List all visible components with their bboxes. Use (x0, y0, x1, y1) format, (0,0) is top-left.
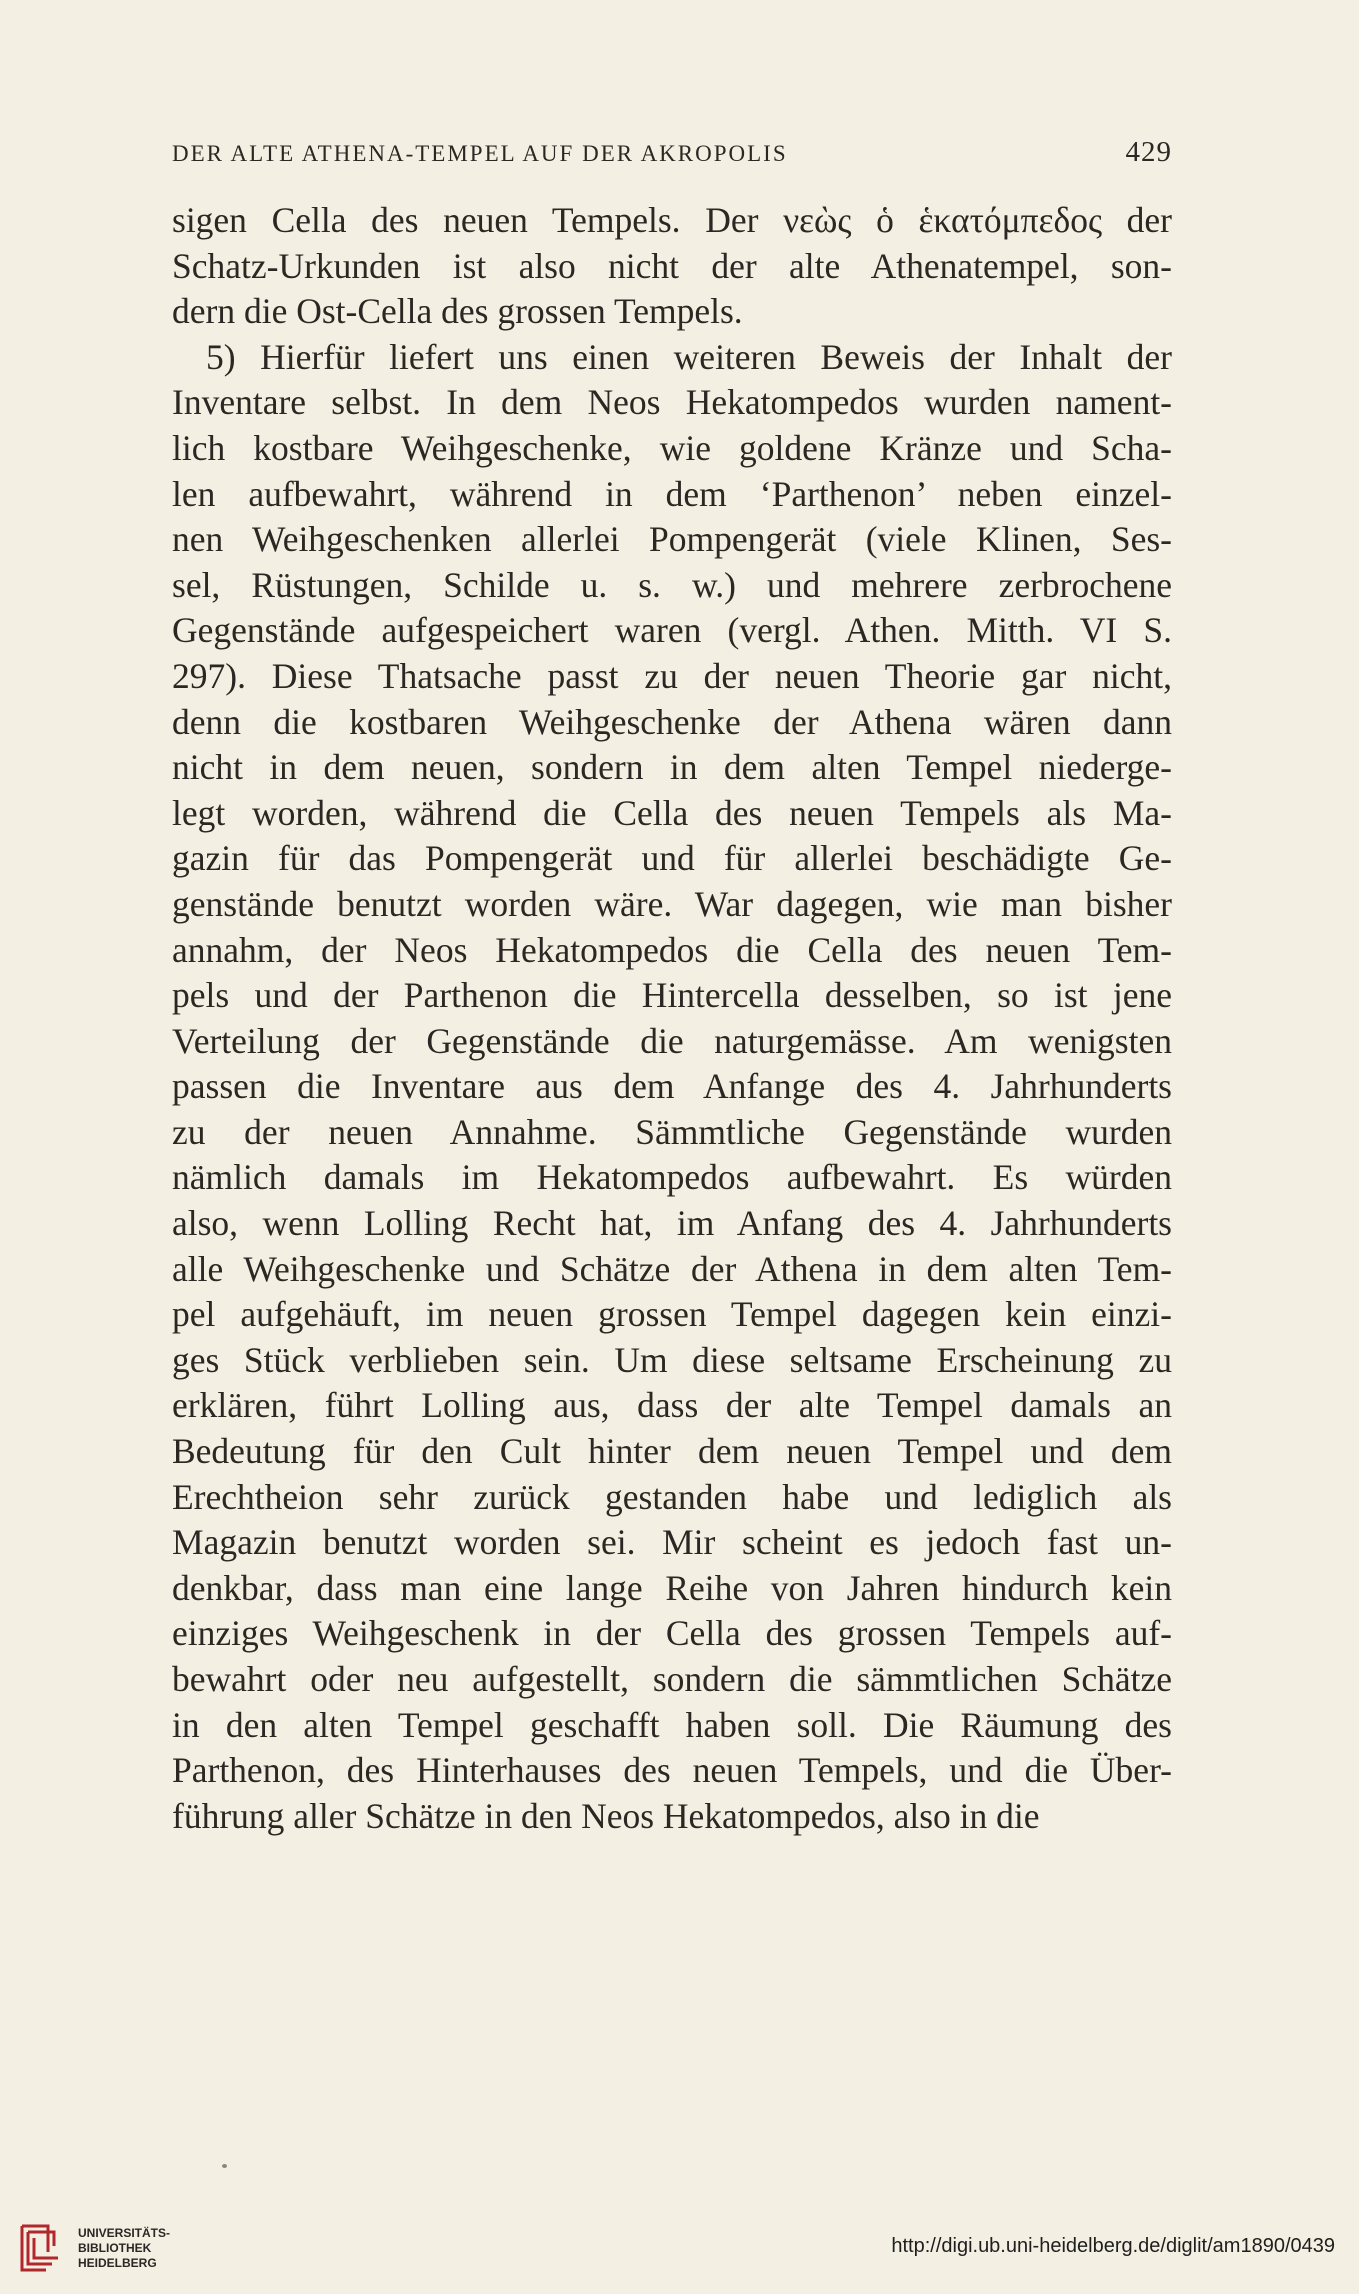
body-text (172, 198, 1172, 1839)
text-line: legt worden, während die Cella des neuen Tempels als Ma- (172, 792, 1172, 833)
text-line: also, wenn Lolling Recht hat, im Anfang des 4. Jahrhunderts (172, 1203, 1172, 1244)
text-line: Schatz-Urkunden ist also nicht der alte Athenatempel, son- (172, 245, 1172, 286)
text-line: pels und der Parthenon die Hintercella desselben, so ist jene (172, 975, 1172, 1016)
text-line: nämlich damals im Hekatompedos aufbewahrt. Es würden (172, 1157, 1172, 1198)
text-line: alle Weihgeschenke und Schätze der Athena in dem alten Tem- (172, 1248, 1172, 1289)
text-line: Inventare selbst. In dem Neos Hekatompedos wurden nament- (172, 382, 1172, 423)
text-line: Bedeutung für den Cult hinter dem neuen Tempel und dem (172, 1431, 1172, 1472)
text-line: denkbar, dass man eine lange Reihe von Jahren hindurch kein (172, 1567, 1172, 1608)
university-library-logo-icon (12, 2216, 70, 2280)
text-line: passen die Inventare aus dem Anfange des 4. Jahrhunderts (172, 1066, 1172, 1107)
paper-speck (222, 2164, 227, 2168)
text-line: nicht in dem neuen, sondern in dem alten Tempel niederge- (172, 747, 1172, 788)
text-line: in den alten Tempel geschafft haben soll. Die Räumung des (172, 1704, 1172, 1745)
source-url[interactable]: http://digi.ub.uni-heidelberg.de/diglit/am1890/0439 (891, 2235, 1335, 2257)
text-line: 5) Hierfür liefert uns einen weiteren Beweis der Inhalt der (206, 336, 1172, 377)
text-line: len aufbewahrt, während in dem ‘Parthenon’ neben einzel- (172, 473, 1172, 514)
library-name-line-2: BIBLIOTHEK (78, 2240, 152, 2255)
text-line: lich kostbare Weihgeschenke, wie goldene Kränze und Scha- (172, 427, 1172, 468)
text-line: nen Weihgeschenken allerlei Pompengerät (viele Klinen, Ses- (172, 519, 1172, 560)
text-line: Verteilung der Gegenstände die naturgemässe. Am wenigsten (172, 1020, 1172, 1061)
text-line: denn die kostbaren Weihgeschenke der Athena wären dann (172, 701, 1172, 742)
library-logo (12, 2213, 182, 2283)
text-line: bewahrt oder neu aufgestellt, sondern die sämmtlichen Schätze (172, 1659, 1172, 1699)
text-line: führung aller Schätze in den Neos Hekatompedos, also in die (172, 1795, 1040, 1836)
text-line: genstände benutzt worden wäre. War dagegen, wie man bisher (172, 883, 1172, 924)
text-line: Gegenstände aufgespeichert waren (vergl. Athen. Mitth. VI S. (172, 610, 1172, 651)
text-line: dern die Ost-Cella des grossen Tempels. (172, 291, 743, 332)
page-number: 429 (1125, 136, 1172, 168)
text-line: zu der neuen Annahme. Sämmtliche Gegenstände wurden (172, 1111, 1172, 1152)
text-line: Magazin benutzt worden sei. Mir scheint es jedoch fast un- (172, 1522, 1172, 1563)
text-line: einziges Weihgeschenk in der Cella des grossen Tempels auf- (172, 1613, 1172, 1654)
library-name-line-1: UNIVERSITÄTS- (78, 2225, 171, 2240)
text-line: ges Stück verblieben sein. Um diese seltsame Erscheinung zu (172, 1339, 1172, 1380)
library-name (78, 2226, 170, 2271)
text-line: 297). Diese Thatsache passt zu der neuen Theorie gar nicht, (172, 655, 1172, 696)
text-line: Erechtheion sehr zurück gestanden habe und lediglich als (172, 1476, 1172, 1517)
text-line: pel aufgehäuft, im neuen grossen Tempel dagegen kein einzi- (172, 1294, 1172, 1335)
text-line: sel, Rüstungen, Schilde u. s. w.) und mehrere zerbrochene (172, 564, 1172, 605)
text-line: annahm, der Neos Hekatompedos die Cella des neuen Tem- (172, 929, 1172, 970)
text-line: sigen Cella des neuen Tempels. Der νεὼς ὁ ἑκατόμπεδος der (172, 200, 1172, 240)
text-line: Parthenon, des Hinterhauses des neuen Tempels, und die Über- (172, 1750, 1172, 1791)
running-head (172, 136, 1172, 176)
text-line: gazin für das Pompengerät und für allerlei beschädigte Ge- (172, 838, 1172, 879)
text-line: erklären, führt Lolling aus, dass der alte Tempel damals an (172, 1385, 1172, 1426)
library-name-line-3: HEIDELBERG (78, 2255, 157, 2270)
running-title: DER ALTE ATHENA-TEMPEL AUF DER AKROPOLIS (172, 141, 788, 166)
